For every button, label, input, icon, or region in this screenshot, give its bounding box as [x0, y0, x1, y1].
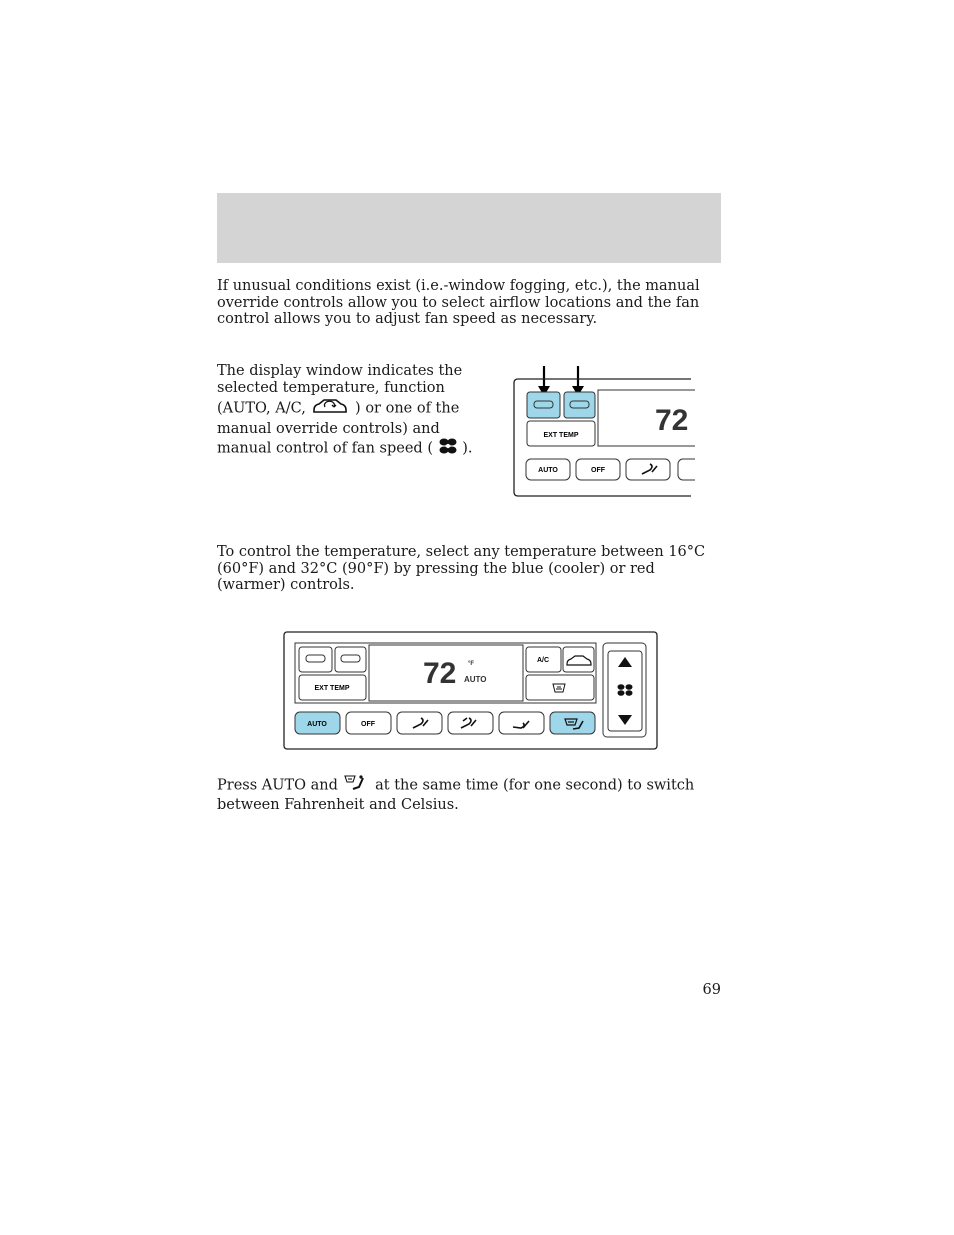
car-recirc-icon	[310, 396, 350, 421]
ext-temp-label[interactable]: EXT TEMP	[314, 685, 350, 692]
climate-control-panel-illustration	[283, 631, 659, 751]
display-window-paragraph	[217, 363, 482, 460]
page-number: 69	[702, 982, 721, 998]
fahrenheit-celsius-paragraph	[217, 774, 727, 813]
auto-label-small: AUTO	[538, 467, 558, 474]
display-unit: °F	[468, 661, 475, 667]
section-header-bar	[217, 193, 721, 263]
ext-temp-label-small: EXT TEMP	[543, 432, 579, 439]
off-label-small: OFF	[591, 467, 605, 474]
fc-paragraph-text-1: Press AUTO and	[217, 777, 338, 794]
display-digits: 72	[423, 657, 457, 690]
partial-control-panel-illustration	[510, 362, 695, 502]
off-label[interactable]: OFF	[361, 721, 375, 728]
fc-paragraph-text-2: at the same time (for one second) to switch between Fahrenheit and Celsius.	[217, 777, 695, 813]
display-paragraph-text-2: ) or one of the manual override controls) and manual control of fan speed (	[217, 400, 460, 457]
fan-icon	[438, 437, 458, 460]
defrost-floor-icon-inline	[343, 774, 371, 797]
display-mode: AUTO	[464, 675, 487, 684]
ac-label[interactable]: A/C	[536, 657, 550, 664]
intro-paragraph: If unusual conditions exist (i.e.-window fogging, etc.), the manual override controls allow you to select airflow locations and the fan control allows you to adjust fan speed as necessary.	[217, 278, 700, 328]
auto-label[interactable]: AUTO	[307, 721, 327, 728]
display-paragraph-text-3: ).	[462, 440, 473, 457]
temperature-control-paragraph: To control the temperature, select any temperature between 16°C (60°F) and 32°C (90°F) by pressing the blue (cooler) or red (warmer) controls.	[217, 544, 706, 594]
display-digits-small: 72	[655, 404, 689, 437]
display-paragraph-text-1: The display window indicates the selected temperature, function (AUTO, A/C,	[217, 363, 463, 417]
